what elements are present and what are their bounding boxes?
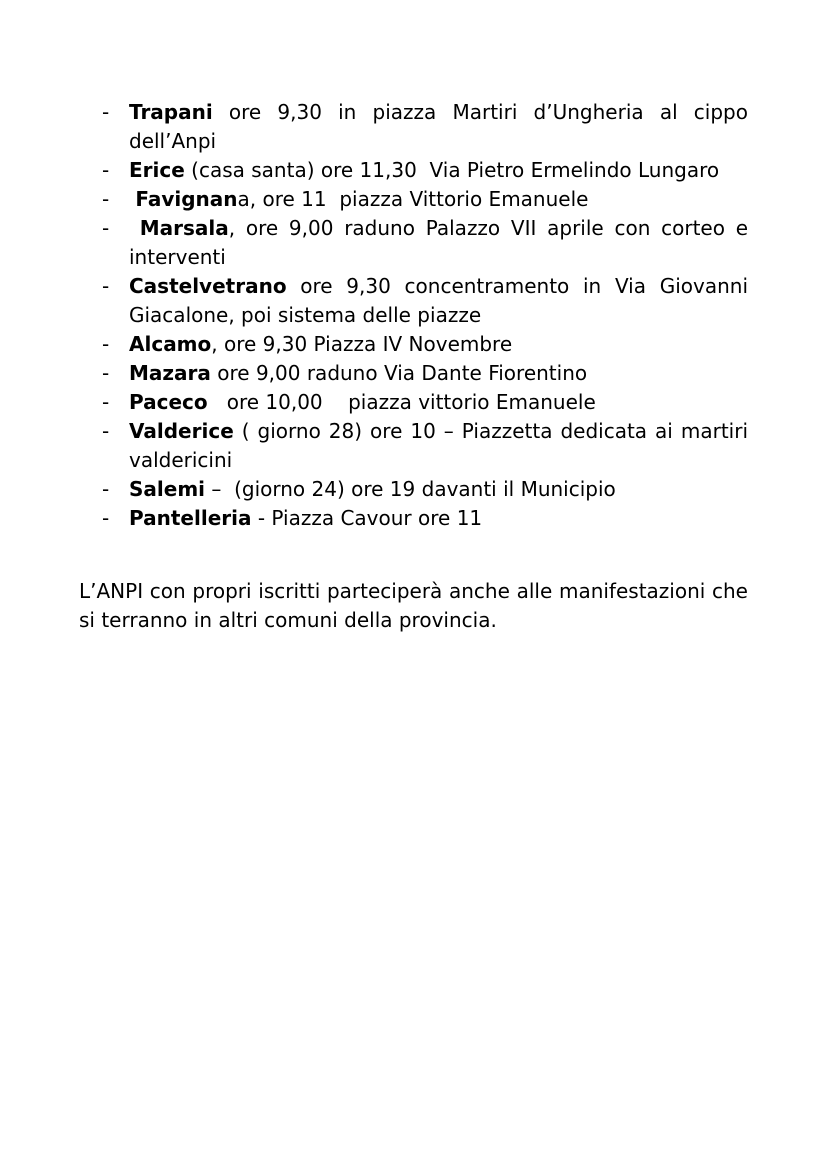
event-item-valderice bbox=[102, 417, 748, 475]
lead-space bbox=[129, 216, 140, 240]
town-name: Trapani bbox=[129, 100, 213, 124]
list-dash: - bbox=[102, 274, 110, 298]
town-name: Marsala bbox=[139, 216, 229, 240]
event-details: ore 9,30 in piazza Martiri d’Ungheria al cippo dell’Anpi bbox=[129, 100, 748, 153]
event-item-trapani bbox=[102, 98, 748, 156]
town-name: Paceco bbox=[129, 390, 208, 414]
event-details: ( giorno 28) ore 10 – Piazzetta dedicata ai martiri valdericini bbox=[129, 419, 748, 472]
event-details: - Piazza Cavour ore 11 bbox=[251, 506, 483, 530]
event-item-paceco bbox=[102, 388, 748, 417]
list-dash: - bbox=[102, 477, 110, 501]
event-details: ore 9,30 concentramento in Via Giovanni Giacalone, poi sistema delle piazze bbox=[129, 274, 748, 327]
town-name: Favignan bbox=[135, 187, 238, 211]
event-item-mazara bbox=[102, 359, 748, 388]
closing-paragraph: L’ANPI con propri iscritti parteciperà anche alle manifestazioni che si terranno in altri comuni della provincia. bbox=[79, 579, 748, 632]
list-dash: - bbox=[102, 187, 110, 211]
event-item-salemi bbox=[102, 475, 748, 504]
list-dash: - bbox=[102, 361, 110, 385]
event-item-pantelleria bbox=[102, 504, 748, 533]
town-name: Alcamo bbox=[129, 332, 212, 356]
event-list bbox=[102, 98, 748, 533]
event-details: (casa santa) ore 11,30 Via Pietro Ermelindo Lungaro bbox=[184, 158, 720, 182]
event-item-alcamo bbox=[102, 330, 748, 359]
event-item-castelvetrano bbox=[102, 272, 748, 330]
town-name: Erice bbox=[129, 158, 185, 182]
event-details: ore 9,00 raduno Via Dante Fiorentino bbox=[210, 361, 588, 385]
event-details: , ore 9,30 Piazza IV Novembre bbox=[211, 332, 513, 356]
event-details: a, ore 11 piazza Vittorio Emanuele bbox=[237, 187, 589, 211]
list-dash: - bbox=[102, 100, 110, 124]
list-dash: - bbox=[102, 332, 110, 356]
event-details: – (giorno 24) ore 19 davanti il Municipio bbox=[205, 477, 616, 501]
list-dash: - bbox=[102, 419, 110, 443]
event-item-marsala bbox=[102, 214, 748, 272]
town-name: Salemi bbox=[129, 477, 206, 501]
event-item-erice bbox=[102, 156, 748, 185]
list-dash: - bbox=[102, 390, 110, 414]
list-dash: - bbox=[102, 506, 110, 530]
town-name: Mazara bbox=[129, 361, 211, 385]
event-details: , ore 9,00 raduno Palazzo VII aprile con corteo e interventi bbox=[129, 216, 749, 269]
town-name: Valderice bbox=[129, 419, 234, 443]
event-item-favignana bbox=[102, 185, 748, 214]
list-dash: - bbox=[102, 158, 110, 182]
list-dash: - bbox=[102, 216, 110, 240]
town-name: Castelvetrano bbox=[129, 274, 287, 298]
town-name: Pantelleria bbox=[129, 506, 252, 530]
event-details: ore 10,00 piazza vittorio Emanuele bbox=[207, 390, 596, 414]
